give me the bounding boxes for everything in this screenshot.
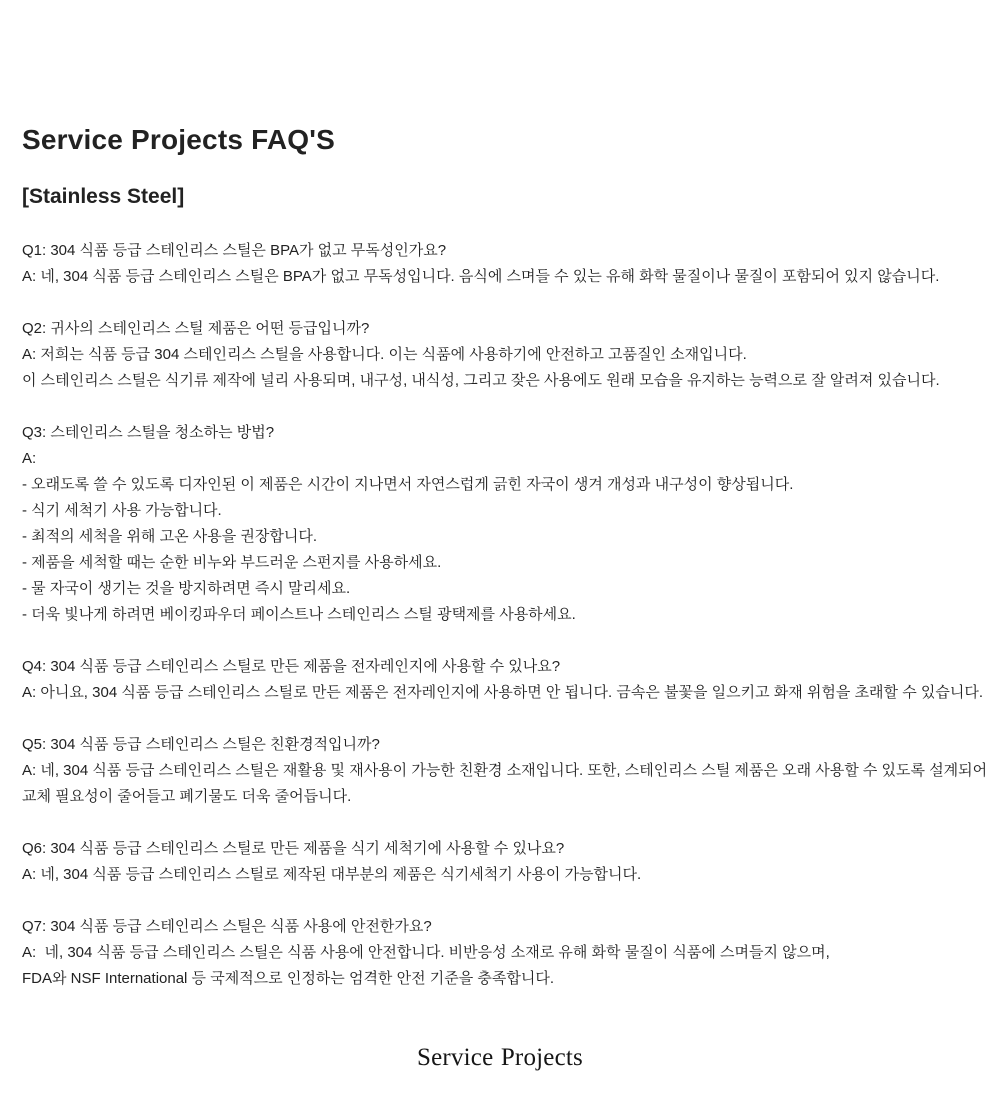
faq-question: Q7: 304 식품 등급 스테인리스 스틸은 식품 사용에 안전한가요? <box>22 918 432 935</box>
faq-answer-line: - 더욱 빛나게 하려면 베이킹파우더 페이스트나 스테인리스 스틸 광택제를 사용하세요. <box>22 606 576 623</box>
faq-item <box>22 836 992 888</box>
faq-answer-line: - 제품을 세척할 때는 순한 비누와 부드러운 스펀지를 사용하세요. <box>22 554 442 571</box>
faq-answer-line: A: <box>22 450 37 467</box>
faq-item <box>22 654 992 706</box>
faq-question: Q3: 스테인리스 스틸을 청소하는 방법? <box>22 424 275 441</box>
faq-item <box>22 914 992 992</box>
section-title: [Stainless Steel] <box>22 185 185 208</box>
faq-answer-line: - 식기 세척기 사용 가능합니다. <box>22 502 222 519</box>
faq-answer-line: - 오래도록 쓸 수 있도록 디자인된 이 제품은 시간이 지나면서 자연스럽게 긁힌 자국이 생겨 개성과 내구성이 향상됩니다. <box>22 476 794 493</box>
faq-answer-line: A: 아니요, 304 식품 등급 스테인리스 스틸로 만든 제품은 전자레인지에 사용하면 안 됩니다. 금속은 불꽃을 일으키고 화재 위험을 초래할 수 있습니다. <box>22 684 983 701</box>
faq-question: Q1: 304 식품 등급 스테인리스 스틸은 BPA가 없고 무독성인가요? <box>22 242 447 259</box>
faq-item <box>22 732 992 810</box>
faq-item <box>22 420 992 628</box>
faq-answer-line: - 물 자국이 생기는 것을 방지하려면 즉시 말리세요. <box>22 580 351 597</box>
faq-question: Q6: 304 식품 등급 스테인리스 스틸로 만든 제품을 식기 세척기에 사용할 수 있나요? <box>22 840 565 857</box>
faq-answer-line: A: 네, 304 식품 등급 스테인리스 스틸은 BPA가 없고 무독성입니다. 음식에 스며들 수 있는 유해 화학 물질이나 물질이 포함되어 있지 않습니다. <box>22 268 940 285</box>
faq-answer-line: 교체 필요성이 줄어들고 폐기물도 더욱 줄어듭니다. <box>22 788 352 805</box>
faq-list <box>22 238 992 992</box>
faq-item <box>22 316 992 394</box>
faq-answer-line: - 최적의 세척을 위해 고온 사용을 권장합니다. <box>22 528 317 545</box>
faq-item <box>22 238 992 290</box>
faq-answer-line: A: 네, 304 식품 등급 스테인리스 스틸은 식품 사용에 안전합니다. 비반응성 소재로 유해 화학 물질이 식품에 스며들지 않으며, <box>22 944 830 961</box>
faq-question: Q4: 304 식품 등급 스테인리스 스틸로 만든 제품을 전자레인지에 사용할 수 있나요? <box>22 658 561 675</box>
faq-answer-line: FDA와 NSF International 등 국제적으로 인정하는 엄격한 안전 기준을 충족합니다. <box>22 970 554 987</box>
page-title: Service Projects FAQ'S <box>22 124 335 155</box>
footer-logo: Service Projects <box>417 1044 583 1071</box>
faq-answer-line: A: 네, 304 식품 등급 스테인리스 스틸은 재활용 및 재사용이 가능한 친환경 소재입니다. 또한, 스테인리스 스틸 제품은 오래 사용할 수 있도록 설계되어 <box>22 762 988 779</box>
faq-question: Q5: 304 식품 등급 스테인리스 스틸은 친환경적입니까? <box>22 736 380 753</box>
faq-answer-line: 이 스테인리스 스틸은 식기류 제작에 널리 사용되며, 내구성, 내식성, 그리고 잦은 사용에도 원래 모습을 유지하는 능력으로 잘 알려져 있습니다. <box>22 372 940 389</box>
faq-question: Q2: 귀사의 스테인리스 스틸 제품은 어떤 등급입니까? <box>22 320 370 337</box>
faq-answer-line: A: 네, 304 식품 등급 스테인리스 스틸로 제작된 대부분의 제품은 식기세척기 사용이 가능합니다. <box>22 866 642 883</box>
faq-answer-line: A: 저희는 식품 등급 304 스테인리스 스틸을 사용합니다. 이는 식품에 사용하기에 안전하고 고품질인 소재입니다. <box>22 346 747 363</box>
